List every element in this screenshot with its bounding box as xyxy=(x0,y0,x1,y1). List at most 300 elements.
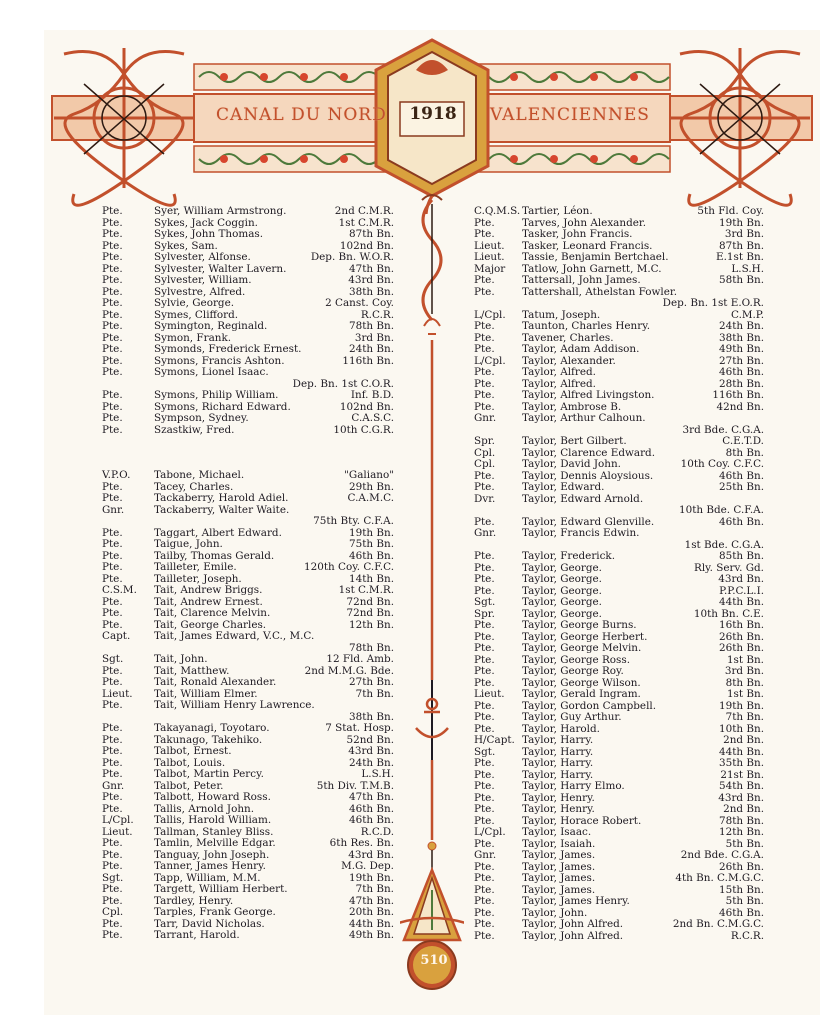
soldier-name: Taylor, John Alfred. xyxy=(522,918,624,930)
rank: Cpl. xyxy=(474,446,496,459)
center-divider xyxy=(400,200,464,1000)
rank: C.S.M. xyxy=(102,584,137,596)
rank: Pte. xyxy=(474,228,495,240)
unit: 27th Bn. xyxy=(348,676,394,688)
soldier-name: Tabone, Michael. xyxy=(154,469,245,481)
soldier-name: Taylor, George Ross. xyxy=(522,653,631,666)
soldier-name: Tailby, Thomas Gerald. xyxy=(154,549,275,562)
roll-entry xyxy=(474,413,764,425)
soldier-name: Tallis, Harold William. xyxy=(154,814,272,826)
unit: 2nd Bn. C.M.G.C. xyxy=(672,918,764,930)
soldier-name: Tartier, Léon. xyxy=(522,205,593,217)
rank: V.P.O. xyxy=(102,469,131,481)
rank: L/Cpl. xyxy=(474,308,506,321)
rank: Lieut. xyxy=(102,825,133,838)
soldier-name: Taylor, Clarence Edward. xyxy=(522,446,655,459)
rank: L/Cpl. xyxy=(474,354,506,367)
unit: 38th Bn. xyxy=(718,331,764,344)
soldier-name: Taunton, Charles Henry. xyxy=(522,320,651,332)
roll-entry xyxy=(474,459,764,471)
roll-entry xyxy=(102,815,394,827)
unit: Rly. Serv. Gd. xyxy=(694,561,764,574)
unit: 46th Bn. xyxy=(348,549,394,562)
unit: 25th Bn. xyxy=(718,481,764,493)
rank: Pte. xyxy=(474,803,495,815)
unit: 10th Bn. C.E. xyxy=(693,607,764,620)
unit: 1st C.M.R. xyxy=(338,584,394,596)
unit-continuation: 1st Bde. C.G.A. xyxy=(684,538,764,551)
soldier-name: Tait, John. xyxy=(154,653,208,665)
unit: 24th Bn. xyxy=(348,343,394,355)
soldier-name: Sylvester, William. xyxy=(154,274,252,286)
soldier-name: Tasker, Leonard Francis. xyxy=(522,239,653,252)
soldier-name: Taylor, Isaac. xyxy=(522,826,592,838)
left-name-column xyxy=(102,206,394,942)
unit: 78th Bn. xyxy=(718,814,764,827)
unit-continuation: 3rd Bde. C.G.A. xyxy=(682,423,764,436)
soldier-name: Taylor, Henry. xyxy=(522,803,595,815)
rank: Pte. xyxy=(102,549,123,562)
unit: 3rd Bn. xyxy=(724,228,764,240)
soldier-name: Taylor, George Burns. xyxy=(522,619,637,631)
rank: Pte. xyxy=(474,757,495,769)
roll-entry xyxy=(102,562,394,574)
rank: Pte. xyxy=(474,285,495,298)
soldier-name: Taylor, James. xyxy=(522,883,596,896)
soldier-name: Tassie, Benjamin Bertchael. xyxy=(522,251,669,263)
rank: Pte. xyxy=(474,515,495,528)
rank: Pte. xyxy=(102,756,123,769)
banner-ornament xyxy=(44,34,820,214)
rank: Pte. xyxy=(102,412,123,424)
soldier-name: Tarples, Frank George. xyxy=(154,906,276,918)
soldier-name: Taggart, Albert Edward. xyxy=(154,526,282,539)
unit: 43rd Bn. xyxy=(348,848,394,861)
rank: Pte. xyxy=(474,711,495,723)
unit: 16th Bn. xyxy=(718,619,764,631)
rank: Pte. xyxy=(474,665,495,677)
roll-entry xyxy=(474,850,764,862)
soldier-name: Taylor, John. xyxy=(522,906,588,919)
soldier-name: Sylvester, Walter Lavern. xyxy=(154,262,287,275)
roll-entry xyxy=(102,252,394,264)
soldier-name: Taylor, Guy Arthur. xyxy=(522,711,622,723)
roll-entry xyxy=(102,723,394,735)
rank: Pte. xyxy=(474,573,495,585)
rank: Pte. xyxy=(474,780,495,792)
roll-entry xyxy=(102,792,394,804)
soldier-name: Taylor, Harry. xyxy=(522,757,594,769)
soldier-name: Taylor, James Henry. xyxy=(522,895,630,907)
right-name-column xyxy=(474,206,764,942)
unit: 1st Bn. xyxy=(726,688,764,700)
unit: 1st C.M.R. xyxy=(338,216,394,229)
soldier-name: Sympson, Sydney. xyxy=(154,412,249,424)
roll-entry xyxy=(474,919,764,931)
soldier-name: Symons, Philip William. xyxy=(154,389,279,401)
roll-entry xyxy=(102,884,394,896)
roll-entry xyxy=(102,298,394,310)
rank: Pte. xyxy=(474,377,495,390)
soldier-name: Tait, Matthew. xyxy=(154,664,230,677)
soldier-name: Taylor, Ambrose B. xyxy=(522,400,622,413)
rank: Pte. xyxy=(102,228,123,240)
soldier-name: Taylor, Alfred. xyxy=(522,366,596,378)
rank: Pte. xyxy=(102,400,123,413)
rank: Pte. xyxy=(474,630,495,643)
soldier-name: Tallis, Arnold John. xyxy=(154,802,255,815)
roll-entry xyxy=(474,793,764,805)
unit: 49th Bn. xyxy=(718,343,764,355)
unit: 85th Bn. xyxy=(718,550,764,562)
rank: Sgt. xyxy=(102,871,124,884)
roll-entry xyxy=(102,930,394,942)
soldier-name: Taylor, John Alfred. xyxy=(522,929,624,942)
roll-entry xyxy=(102,229,394,241)
rank: Pte. xyxy=(102,561,123,573)
rank: Pte. xyxy=(474,481,495,493)
unit: 43rd Bn. xyxy=(348,274,394,286)
soldier-name: Tait, William Henry Lawrence. xyxy=(154,699,315,711)
unit: 5th Div. T.M.B. xyxy=(316,779,394,792)
roll-entry xyxy=(102,413,394,425)
rank: Pte. xyxy=(102,917,123,930)
unit: 20th Bn. xyxy=(348,906,394,918)
soldier-name: Taylor, George Herbert. xyxy=(522,630,648,643)
soldier-name: Symington, Reginald. xyxy=(154,320,268,332)
rank: Pte. xyxy=(102,664,123,677)
roll-entry xyxy=(102,608,394,620)
soldier-name: Tasker, John Francis. xyxy=(522,228,633,240)
soldier-name: Symons, Richard Edward. xyxy=(154,400,291,413)
unit: 47th Bn. xyxy=(348,791,394,803)
soldier-name: Syer, William Armstrong. xyxy=(154,205,287,217)
unit: 4th Bn. C.M.G.C. xyxy=(675,872,764,884)
soldier-name: Symes, Clifford. xyxy=(154,308,239,321)
rank: Pte. xyxy=(102,423,123,436)
roll-entry xyxy=(474,551,764,563)
soldier-name: Tacey, Charles. xyxy=(154,480,234,493)
rank: Cpl. xyxy=(474,458,496,470)
unit: 2nd Bde. C.G.A. xyxy=(680,849,764,861)
unit: 5th Bn. xyxy=(725,837,764,850)
soldier-name: Tattersall, John James. xyxy=(522,274,641,286)
soldier-name: Tait, James Edward, V.C., M.C. xyxy=(154,630,315,642)
unit: 12th Bn. xyxy=(348,618,394,631)
unit: 6th Res. Bn. xyxy=(329,837,394,849)
unit: 47th Bn. xyxy=(348,262,394,275)
unit: 42nd Bn. xyxy=(716,400,764,413)
soldier-name: Taylor, Isaiah. xyxy=(522,837,596,850)
unit: 46th Bn. xyxy=(348,814,394,826)
rank: Pte. xyxy=(474,906,495,919)
section-gap xyxy=(102,436,394,470)
roll-entry xyxy=(102,344,394,356)
roll-entry xyxy=(474,436,764,448)
roll-entry xyxy=(102,321,394,333)
rank: Pte. xyxy=(474,768,495,781)
soldier-name: Symonds, Frederick Ernest. xyxy=(154,343,302,355)
rank: Pte. xyxy=(474,469,495,482)
unit: 3rd Bn. xyxy=(724,665,764,677)
rank: Pte. xyxy=(474,814,495,827)
soldier-name: Taylor, Dennis Aloysious. xyxy=(522,469,654,482)
unit: 46th Bn. xyxy=(718,906,764,919)
unit: 52nd Bn. xyxy=(346,733,394,746)
soldier-name: Taylor, Harry. xyxy=(522,734,594,746)
rank: Pte. xyxy=(474,343,495,355)
rank: L/Cpl. xyxy=(102,814,134,826)
roll-entry xyxy=(474,367,764,379)
unit: 26th Bn. xyxy=(718,630,764,643)
header-year: 1918 xyxy=(409,104,457,124)
unit: C.M.P. xyxy=(730,308,764,321)
unit: 5th Fld. Coy. xyxy=(697,205,764,217)
unit: 44th Bn. xyxy=(718,745,764,758)
rank: Sgt. xyxy=(474,745,496,758)
rank: Pte. xyxy=(474,584,495,597)
soldier-name: Taylor, George Roy. xyxy=(522,665,624,677)
unit: 102nd Bn. xyxy=(339,239,394,252)
unit: 46th Bn. xyxy=(718,366,764,378)
soldier-name: Sylvestre, Alfred. xyxy=(154,285,246,298)
soldier-name: Tait, Andrew Briggs. xyxy=(154,584,263,596)
rank: Pte. xyxy=(102,205,123,217)
unit: Dep. Bn. W.O.R. xyxy=(310,251,394,263)
unit: 43rd Bn. xyxy=(718,573,764,585)
soldier-name: Tailleter, Emile. xyxy=(154,561,237,573)
unit: 24th Bn. xyxy=(718,320,764,332)
unit: E.1st Bn. xyxy=(716,251,764,263)
roll-entry xyxy=(474,229,764,241)
rank: Pte. xyxy=(102,320,123,332)
unit: C.A.M.C. xyxy=(347,492,394,504)
unit: L.S.H. xyxy=(731,262,764,275)
unit: 35th Bn. xyxy=(718,757,764,769)
unit: "Galiano" xyxy=(344,469,394,481)
unit: Inf. B.D. xyxy=(350,389,394,401)
unit: 19th Bn. xyxy=(718,216,764,229)
roll-entry xyxy=(474,252,764,264)
unit: 78th Bn. xyxy=(348,320,394,332)
soldier-name: Tackaberry, Walter Waite. xyxy=(154,503,290,516)
rank: Pte. xyxy=(102,733,123,746)
unit-continuation: 78th Bn. xyxy=(348,641,394,654)
rank: Pte. xyxy=(474,216,495,229)
roll-entry xyxy=(102,470,394,482)
rank: Pte. xyxy=(102,308,123,321)
soldier-name: Taylor, George Wilson. xyxy=(522,676,641,689)
unit: 26th Bn. xyxy=(718,860,764,873)
unit: R.C.D. xyxy=(360,825,394,838)
rank: Major xyxy=(474,262,506,275)
rank: Cpl. xyxy=(102,906,124,918)
header-right-title: VALENCIENNES xyxy=(490,105,650,125)
soldier-name: Tait, Clarence Melvin. xyxy=(154,607,271,619)
rank: Pte. xyxy=(474,389,495,401)
rank: Sgt. xyxy=(474,596,496,608)
unit: 29th Bn. xyxy=(348,480,394,493)
soldier-name: Talbot, Louis. xyxy=(154,756,226,769)
roll-entry xyxy=(474,724,764,736)
soldier-name: Tait, Andrew Ernest. xyxy=(154,595,263,608)
rank: Lieut. xyxy=(102,687,133,700)
rank: Pte. xyxy=(102,802,123,815)
rank: Lieut. xyxy=(474,239,505,252)
unit: 7th Bn. xyxy=(355,883,394,895)
unit: 2 Canst. Coy. xyxy=(325,297,394,309)
rank: Pte. xyxy=(102,262,123,275)
roll-entry xyxy=(474,804,764,816)
unit: 102nd Bn. xyxy=(339,400,394,413)
roll-entry xyxy=(474,896,764,908)
roll-entry xyxy=(474,643,764,655)
rank: Pte. xyxy=(102,274,123,286)
rank: Pte. xyxy=(474,791,495,804)
rank: Pte. xyxy=(102,239,123,252)
soldier-name: Tait, William Elmer. xyxy=(154,687,258,700)
soldier-name: Tamlin, Melville Edgar. xyxy=(154,837,276,849)
unit: 8th Bn. xyxy=(725,446,764,459)
rank: Pte. xyxy=(102,354,123,367)
unit: 2nd M.M.G. Bde. xyxy=(304,664,394,677)
rank: Lieut. xyxy=(474,688,505,700)
unit: 3rd Bn. xyxy=(354,331,394,344)
soldier-name: Talbot, Ernest. xyxy=(154,745,232,757)
rank: Pte. xyxy=(102,389,123,401)
soldier-name: Tait, Ronald Alexander. xyxy=(154,676,277,688)
unit: 116th Bn. xyxy=(712,389,764,401)
roll-entry xyxy=(474,873,764,885)
unit: 7th Bn. xyxy=(355,687,394,700)
page-number: 510 xyxy=(420,953,448,968)
soldier-name: Taylor, Henry. xyxy=(522,791,595,804)
rank: Pte. xyxy=(474,642,495,654)
rank: Pte. xyxy=(102,768,123,780)
roll-entry xyxy=(102,861,394,873)
rank: Spr. xyxy=(474,607,495,620)
rank: Pte. xyxy=(102,883,123,895)
soldier-name: Taylor, George. xyxy=(522,584,602,597)
rank: Pte. xyxy=(474,918,495,930)
soldier-name: Tatlow, John Garnett, M.C. xyxy=(522,262,662,275)
unit: 1st Bn. xyxy=(726,653,764,666)
rank: C.Q.M.S. xyxy=(474,205,521,217)
unit: 46th Bn. xyxy=(718,515,764,528)
rank: Pte. xyxy=(474,331,495,344)
soldier-name: Taylor, Alfred. xyxy=(522,377,596,390)
rank: Pte. xyxy=(102,572,123,585)
rank: Pte. xyxy=(474,676,495,689)
rank: Pte. xyxy=(474,837,495,850)
unit: 24th Bn. xyxy=(348,756,394,769)
unit: 46th Bn. xyxy=(718,469,764,482)
unit: 19th Bn. xyxy=(718,699,764,712)
unit: 7 Stat. Hosp. xyxy=(325,722,394,734)
unit: 46th Bn. xyxy=(348,802,394,815)
rank: Pte. xyxy=(474,895,495,907)
soldier-name: Targett, William Herbert. xyxy=(154,883,288,895)
unit: 5th Bn. xyxy=(725,895,764,907)
soldier-name: Taylor, George Melvin. xyxy=(522,642,642,654)
rank: Pte. xyxy=(102,331,123,344)
soldier-name: Szastkiw, Fred. xyxy=(154,423,235,436)
rank: Pte. xyxy=(102,480,123,493)
soldier-name: Taylor, Edward Glenville. xyxy=(522,515,655,528)
rank: Dvr. xyxy=(474,492,496,505)
rank: Pte. xyxy=(102,837,123,849)
rank: Pte. xyxy=(102,745,123,757)
unit: 75th Bn. xyxy=(348,538,394,550)
unit: 26th Bn. xyxy=(718,642,764,654)
roll-entry xyxy=(102,907,394,919)
roll-entry xyxy=(102,206,394,218)
unit: 116th Bn. xyxy=(342,354,394,367)
unit-continuation: 75th Bty. C.F.A. xyxy=(313,515,394,527)
rank: Pte. xyxy=(102,492,123,504)
unit: 54th Bn. xyxy=(718,780,764,792)
unit: 10th Coy. C.F.C. xyxy=(680,458,764,470)
unit: 19th Bn. xyxy=(348,871,394,884)
roll-entry xyxy=(474,321,764,333)
rank: Pte. xyxy=(474,872,495,884)
roll-entry xyxy=(474,758,764,770)
soldier-name: Taylor, Gerald Ingram. xyxy=(522,688,641,700)
soldier-name: Taylor, Edward. xyxy=(522,481,605,493)
soldier-name: Tanner, James Henry. xyxy=(154,860,266,872)
rank: Pte. xyxy=(474,366,495,378)
soldier-name: Taylor, George. xyxy=(522,607,602,620)
soldier-name: Tanguay, John Joseph. xyxy=(154,848,270,861)
unit: L.S.H. xyxy=(361,768,394,780)
rank: Pte. xyxy=(102,366,123,378)
roll-entry xyxy=(102,654,394,666)
roll-entry xyxy=(102,390,394,402)
rank: Pte. xyxy=(474,722,495,735)
rank: Pte. xyxy=(474,929,495,942)
rank: Gnr. xyxy=(474,527,497,539)
unit: 44th Bn. xyxy=(348,917,394,930)
roll-entry xyxy=(102,493,394,505)
soldier-name: Tardley, Henry. xyxy=(154,894,234,907)
soldier-name: Symons, Lionel Isaac. xyxy=(154,366,269,378)
unit: 120th Coy. C.F.C. xyxy=(304,561,394,573)
roll-entry xyxy=(474,275,764,287)
soldier-name: Tarrant, Harold. xyxy=(154,929,240,941)
rank: Pte. xyxy=(102,216,123,229)
roll-entry xyxy=(102,425,394,437)
soldier-name: Taylor, Edward Arnold. xyxy=(522,492,644,505)
roll-entry xyxy=(474,712,764,724)
unit: 12 Fld. Amb. xyxy=(326,653,394,665)
rank: Pte. xyxy=(474,561,495,574)
soldier-name: Takunago, Takehiko. xyxy=(154,733,263,746)
unit: 72nd Bn. xyxy=(346,607,394,619)
roll-entry xyxy=(102,585,394,597)
soldier-name: Talbott, Howard Ross. xyxy=(154,791,271,803)
unit: 87th Bn. xyxy=(348,228,394,240)
rank: H/Capt. xyxy=(474,734,515,746)
soldier-name: Taigue, John. xyxy=(154,538,223,550)
rank: Pte. xyxy=(102,791,123,803)
unit: 12th Bn. xyxy=(718,826,764,838)
roll-entry xyxy=(474,620,764,632)
rank: Gnr. xyxy=(474,412,497,424)
soldier-name: Taylor, Harry Elmo. xyxy=(522,780,625,792)
roll-entry xyxy=(102,838,394,850)
roll-entry xyxy=(474,206,764,218)
unit: 10th Bn. xyxy=(718,722,764,735)
